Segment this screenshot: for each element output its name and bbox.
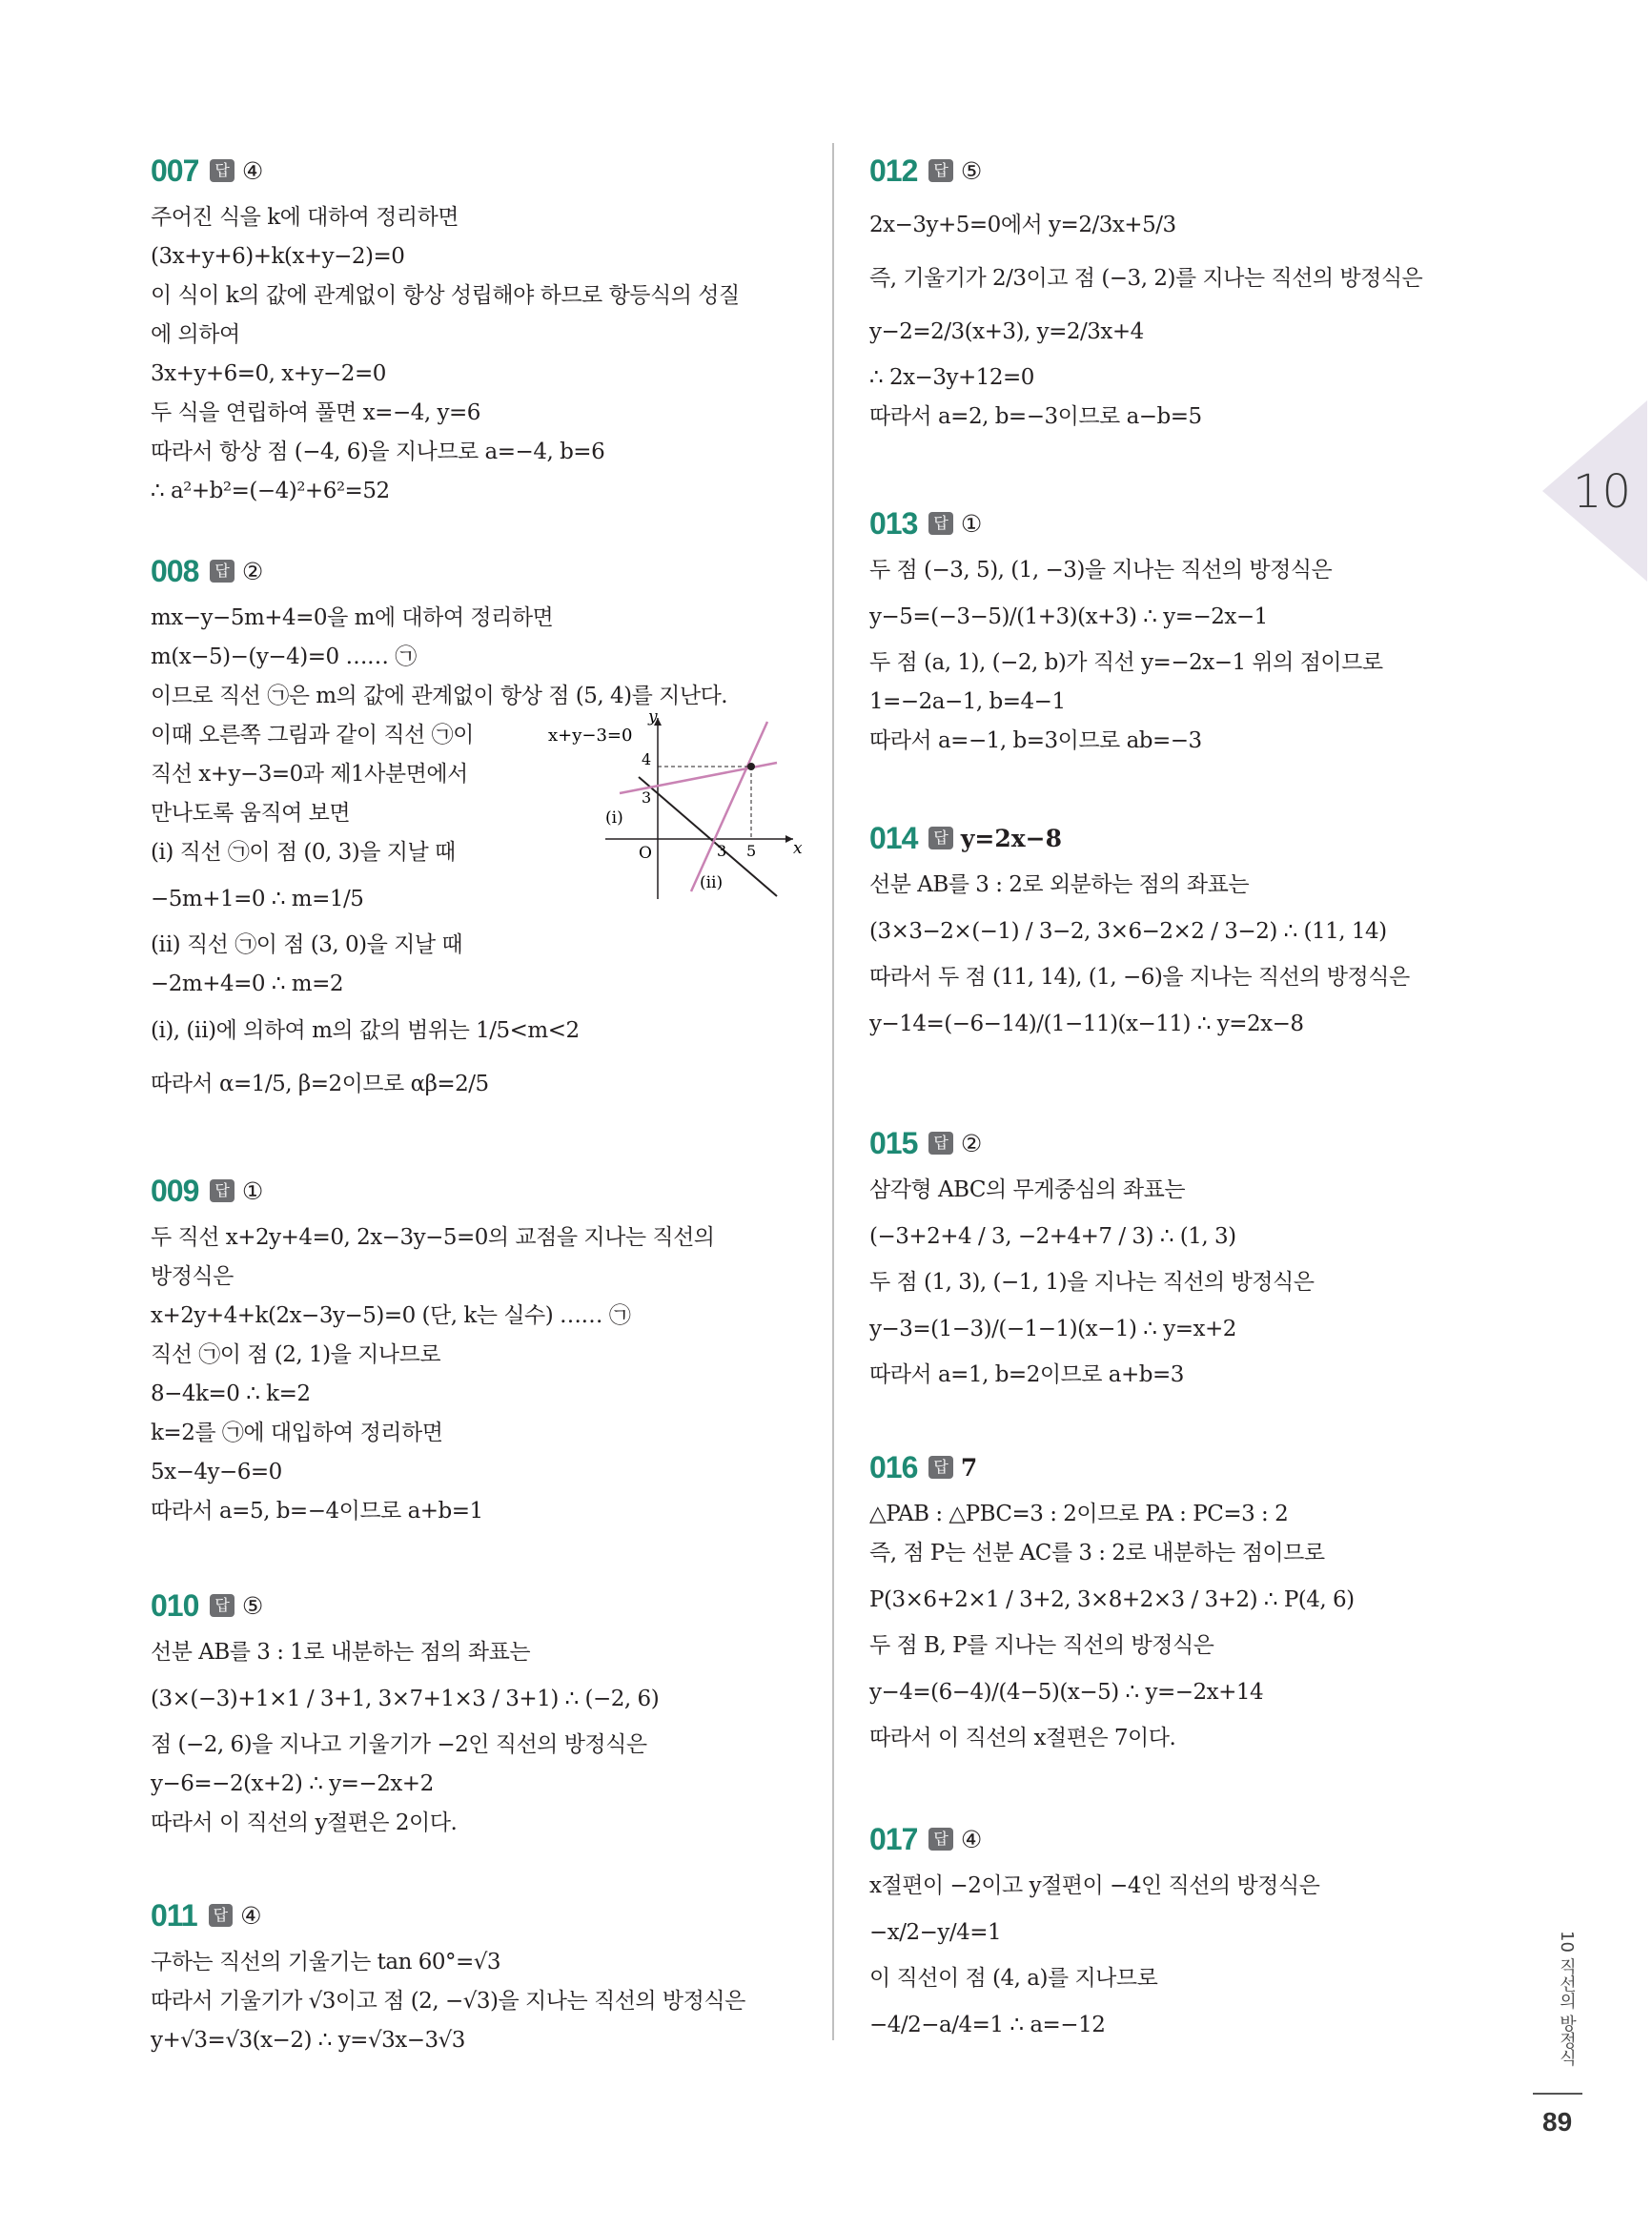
answer-badge: 답 — [928, 1828, 952, 1851]
solution-line: y−2=2/3(x+3), y=2/3x+4 — [869, 319, 1144, 344]
problem-015 — [869, 1115, 1537, 1395]
solution-line: 직선 x+y−3=0과 제1사분면에서 — [151, 762, 468, 787]
solution-line: 3x+y+6=0, x+y−2=0 — [151, 361, 386, 386]
solution-line: 직선 ㉠이 점 (2, 1)을 지나므로 — [151, 1342, 441, 1367]
solution-line: 따라서 α=1/5, β=2이므로 αβ=2/5 — [151, 1072, 489, 1096]
problem-header — [869, 1811, 1537, 1867]
y-axis-label: y — [648, 710, 658, 726]
solution-line: 두 점 (1, 3), (−1, 1)을 지나는 직선의 방정식은 — [869, 1270, 1315, 1295]
problem-number: 016 — [869, 1449, 918, 1484]
problem-number: 010 — [151, 1587, 199, 1623]
solution-line: (ⅰ), (ⅱ)에 의하여 m의 값의 범위는 1/5<m<2 — [151, 1018, 580, 1043]
solution-line: −4/2−a/4=1 ∴ a=−12 — [869, 2013, 1106, 2037]
case-i-label: (ⅰ) — [605, 808, 623, 828]
problem-008-figure — [543, 710, 810, 906]
solution-line: x절편이 −2이고 y절편이 −4인 직선의 방정식은 — [869, 1873, 1320, 1898]
solution-line: (−3+2+4 / 3, −2+4+7 / 3) ∴ (1, 3) — [869, 1224, 1236, 1249]
problem-number: 008 — [151, 553, 199, 588]
solution-line: k=2를 ㉠에 대입하여 정리하면 — [151, 1421, 443, 1445]
solution-line: 따라서 기울기가 √3이고 점 (2, −√3)을 지나는 직선의 방정식은 — [151, 1989, 745, 2014]
answer-value: ② — [241, 557, 264, 585]
problem-header — [151, 543, 818, 599]
tick-x3: 3 — [717, 842, 727, 860]
answer-badge: 답 — [928, 159, 952, 182]
line-case-ii — [691, 722, 767, 891]
x-axis-arrow — [785, 835, 793, 843]
solution-line: 1=−2a−1, b=4−1 — [869, 689, 1066, 714]
solution-line: (3×(−3)+1×1 / 3+1, 3×7+1×3 / 3+1) ∴ (−2, 6) — [151, 1687, 660, 1711]
answer-badge: 답 — [928, 1456, 952, 1479]
solution-line: 이 식이 k의 값에 관계없이 항상 성립해야 하므로 항등식의 성질 — [151, 283, 740, 308]
problem-header — [869, 810, 1537, 866]
solution-line: ∴ 2x−3y+12=0 — [869, 365, 1034, 390]
solution-line: ∴ a²+b²=(−4)²+6²=52 — [151, 479, 390, 503]
column-divider — [832, 143, 834, 2040]
solution-line: 선분 AB를 3 : 2로 외분하는 점의 좌표는 — [869, 872, 1250, 897]
tick-y3: 3 — [642, 788, 652, 807]
solution-line: 즉, 기울기가 2/3이고 점 (−3, 2)를 지나는 직선의 방정식은 — [869, 266, 1423, 291]
solution-line: 방정식은 — [151, 1264, 234, 1289]
problem-number: 013 — [869, 505, 918, 541]
problem-number: 009 — [151, 1173, 199, 1208]
solution-line: 삼각형 ABC의 무게중심의 좌표는 — [869, 1177, 1186, 1202]
tick-y4: 4 — [642, 750, 652, 768]
problem-014 — [869, 810, 1537, 1051]
solution-line: 두 점 (−3, 5), (1, −3)을 지나는 직선의 방정식은 — [869, 558, 1333, 583]
solution-line: y−3=(1−3)/(−1−1)(x−1) ∴ y=x+2 — [869, 1317, 1236, 1341]
solution-line: 점 (−2, 6)을 지나고 기울기가 −2인 직선의 방정식은 — [151, 1732, 647, 1757]
chapter-side-label: 10 직선의 방정식 — [1557, 1931, 1577, 2067]
solution-line: y+√3=√3(x−2) ∴ y=√3x−3√3 — [151, 2028, 465, 2053]
solution-line: 따라서 a=5, b=−4이므로 a+b=1 — [151, 1499, 483, 1524]
solution-line: 이므로 직선 ㉠은 m의 값에 관계없이 항상 점 (5, 4)를 지난다. — [151, 684, 728, 708]
problem-header — [869, 496, 1537, 551]
solution-line: 선분 AB를 3 : 1로 내분하는 점의 좌표는 — [151, 1640, 531, 1665]
solution-line: (3x+y+6)+k(x+y−2)=0 — [151, 244, 405, 269]
solution-line: P(3×6+2×1 / 3+2, 3×8+2×3 / 3+2) ∴ P(4, 6) — [869, 1587, 1355, 1612]
answer-badge: 답 — [210, 159, 234, 182]
solution-line: 5x−4y−6=0 — [151, 1460, 282, 1484]
solution-line: 주어진 식을 k에 대하여 정리하면 — [151, 205, 459, 230]
problem-header — [151, 1888, 818, 1943]
answer-value: ② — [960, 1129, 983, 1157]
solution-line: 두 식을 연립하여 풀면 x=−4, y=6 — [151, 400, 480, 425]
solution-line: 따라서 항상 점 (−4, 6)을 지나므로 a=−4, b=6 — [151, 440, 605, 464]
answer-value: ① — [241, 1176, 264, 1205]
solution-line: 2x−3y+5=0에서 y=2/3x+5/3 — [869, 213, 1176, 237]
solution-line: 구하는 직선의 기울기는 tan 60°=√3 — [151, 1950, 501, 1974]
solution-line: 두 직선 x+2y+4=0, 2x−3y−5=0의 교점을 지나는 직선의 — [151, 1225, 715, 1250]
problem-header — [151, 143, 818, 198]
solution-line: y−6=−2(x+2) ∴ y=−2x+2 — [151, 1771, 434, 1796]
answer-value: ① — [960, 509, 983, 538]
solution-line: 에 의하여 — [151, 322, 240, 347]
solution-line: △PAB : △PBC=3 : 2이므로 PA : PC=3 : 2 — [869, 1502, 1289, 1526]
problem-header — [151, 1578, 818, 1633]
problem-011 — [151, 1888, 818, 2060]
problem-016 — [869, 1440, 1537, 1758]
problem-number: 011 — [151, 1897, 197, 1933]
page-number: 89 — [1542, 2107, 1573, 2137]
solution-line: 따라서 이 직선의 x절편은 7이다. — [869, 1726, 1176, 1750]
problem-header — [869, 1440, 1537, 1495]
answer-badge: 답 — [210, 560, 234, 583]
solution-line: 만나도록 움직여 보면 — [151, 801, 351, 826]
solution-line: mx−y−5m+4=0을 m에 대하여 정리하면 — [151, 605, 554, 630]
answer-badge: 답 — [928, 512, 952, 535]
solution-line: 이 직선이 점 (4, a)를 지나므로 — [869, 1966, 1158, 1991]
answer-value: ⑤ — [960, 156, 983, 185]
solution-line: −5m+1=0 ∴ m=1/5 — [151, 887, 364, 911]
solution-line: 두 점 (a, 1), (−2, b)가 직선 y=−2x−1 위의 점이므로 — [869, 650, 1383, 675]
solution-line: (ⅱ) 직선 ㉠이 점 (3, 0)을 지날 때 — [151, 932, 463, 957]
solution-line: m(x−5)−(y−4)=0 …… ㉠ — [151, 644, 417, 669]
answer-value: 7 — [960, 1453, 978, 1482]
tick-x5: 5 — [746, 842, 757, 860]
problem-header — [151, 1163, 818, 1218]
solution-line: 따라서 a=1, b=2이므로 a+b=3 — [869, 1362, 1184, 1387]
point-5-4 — [747, 763, 755, 770]
solution-line: −x/2−y/4=1 — [869, 1920, 1002, 1945]
solution-line: 즉, 점 P는 선분 AC를 3 : 2로 내분하는 점이므로 — [869, 1541, 1325, 1565]
problem-017 — [869, 1811, 1537, 2052]
solution-line: −2m+4=0 ∴ m=2 — [151, 972, 343, 996]
answer-value: y=2x−8 — [960, 824, 1062, 852]
answer-value: ④ — [240, 1901, 262, 1930]
case-ii-label: (ⅱ) — [700, 873, 724, 892]
line-label: x+y−3=0 — [548, 726, 633, 746]
answer-value: ④ — [241, 156, 264, 185]
problem-number: 015 — [869, 1125, 918, 1160]
problem-number: 014 — [869, 820, 918, 855]
answer-value: ⑤ — [241, 1591, 264, 1620]
problem-number: 012 — [869, 153, 918, 188]
chapter-tab-number: 10 — [1572, 465, 1631, 519]
problem-007 — [151, 143, 818, 511]
answer-badge: 답 — [928, 1132, 952, 1155]
solution-line: 따라서 a=−1, b=3이므로 ab=−3 — [869, 728, 1202, 753]
problem-013 — [869, 496, 1537, 761]
answer-badge: 답 — [210, 1594, 234, 1617]
problem-012 — [869, 143, 1537, 437]
problem-009 — [151, 1163, 818, 1531]
solution-line: y−14=(−6−14)/(1−11)(x−11) ∴ y=2x−8 — [869, 1012, 1304, 1036]
solution-line: 8−4k=0 ∴ k=2 — [151, 1381, 311, 1406]
solution-line: (ⅰ) 직선 ㉠이 점 (0, 3)을 지날 때 — [151, 840, 456, 865]
solution-line: 따라서 이 직선의 y절편은 2이다. — [151, 1811, 458, 1835]
solution-line: 두 점 B, P를 지나는 직선의 방정식은 — [869, 1633, 1214, 1658]
solution-line: 따라서 a=2, b=−3이므로 a−b=5 — [869, 404, 1202, 429]
problem-header — [869, 143, 1537, 198]
answer-value: ④ — [960, 1825, 983, 1853]
answer-badge: 답 — [928, 827, 952, 849]
problem-010 — [151, 1578, 818, 1843]
problem-header — [869, 1115, 1537, 1171]
solution-line: 이때 오른쪽 그림과 같이 직선 ㉠이 — [151, 723, 474, 747]
solution-line: (3×3−2×(−1) / 3−2, 3×6−2×2 / 3−2) ∴ (11, 14) — [869, 919, 1387, 944]
side-rule — [1533, 2093, 1582, 2095]
problem-number: 007 — [151, 153, 199, 188]
origin-label: O — [639, 844, 652, 863]
solution-line: y−4=(6−4)/(4−5)(x−5) ∴ y=−2x+14 — [869, 1680, 1264, 1705]
problem-number: 017 — [869, 1821, 918, 1856]
x-axis-label: x — [793, 839, 803, 858]
answer-badge: 답 — [209, 1904, 233, 1927]
solution-line: x+2y+4+k(2x−3y−5)=0 (단, k는 실수) …… ㉠ — [151, 1303, 631, 1328]
solution-line: 따라서 두 점 (11, 14), (1, −6)을 지나는 직선의 방정식은 — [869, 965, 1410, 990]
solution-line: y−5=(−3−5)/(1+3)(x+3) ∴ y=−2x−1 — [869, 604, 1268, 629]
answer-badge: 답 — [210, 1179, 234, 1202]
